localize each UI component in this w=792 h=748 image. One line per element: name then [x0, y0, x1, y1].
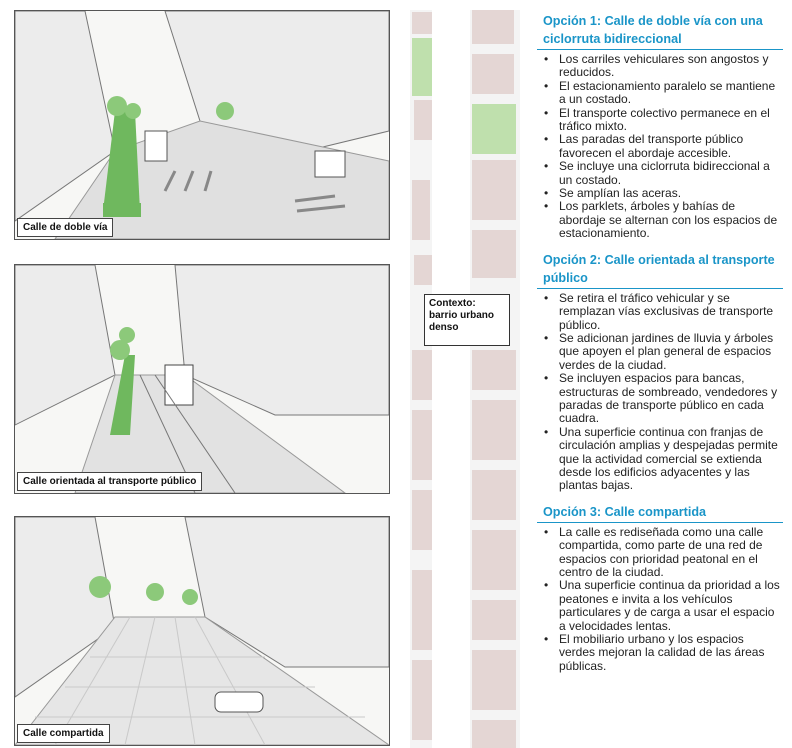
- list-item: • Una superficie continua con franjas de circulación amplias y despejadas permite que la actividad comercial se extienda desde los edificios adyacentes y las plantas bajas.: [537, 426, 783, 493]
- list-item: • La calle es rediseñada como una calle compartida, como parte de una red de espacios con prioridad peatonal en el centro de la ciudad.: [537, 526, 783, 580]
- list-item: • Se amplían las aceras.: [537, 187, 783, 200]
- list-item: • Se incluye una ciclorruta bidireccional a un costado.: [537, 160, 783, 187]
- illustration-caption: Calle de doble vía: [17, 218, 113, 237]
- option-3-section: [537, 503, 783, 673]
- list-item: • Los carriles vehiculares son angostos y reducidos.: [537, 53, 783, 80]
- street-drawing: [15, 11, 389, 239]
- illustration-two-way-street: [14, 10, 390, 240]
- list-item: • Se incluyen espacios para bancas, estructuras de sombreado, vendedores y paradas de transporte público en cada cuadra.: [537, 372, 783, 426]
- map-drawing: [410, 10, 520, 748]
- list-item: • Las paradas del transporte público favorecen el abordaje accesible.: [537, 133, 783, 160]
- section-title: Opción 3: Calle compartida: [537, 503, 783, 523]
- illustration-shared-street: [14, 516, 390, 746]
- list-item: • El transporte colectivo permanece en el tráfico mixto.: [537, 107, 783, 134]
- street-drawing: [15, 517, 389, 745]
- option-2-section: [537, 251, 783, 493]
- bullet-list: [537, 292, 783, 493]
- context-map: [410, 10, 520, 748]
- illustration-caption: Calle compartida: [17, 724, 110, 743]
- context-label-line: denso: [429, 322, 459, 333]
- bullet-list: [537, 53, 783, 241]
- context-label-line: Contexto:: [429, 298, 476, 309]
- context-label-line: barrio urbano: [429, 310, 495, 321]
- list-item: • El mobiliario urbano y los espacios verdes mejoran la calidad de las áreas públicas.: [537, 633, 783, 673]
- illustration-caption: Calle orientada al transporte público: [17, 472, 202, 491]
- list-item: • Se adicionan jardines de lluvia y árboles que apoyen el plan general de espacios verdes de la ciudad.: [537, 332, 783, 372]
- illustration-transit-street: [14, 264, 390, 494]
- list-item: • Los parklets, árboles y bahías de abordaje se alternan con los espacios de estacionamiento.: [537, 200, 783, 240]
- option-1-section: [537, 12, 783, 241]
- list-item: • El estacionamiento paralelo se mantiene a un costado.: [537, 80, 783, 107]
- section-title: Opción 2: Calle orientada al transporte público: [537, 251, 783, 289]
- bullet-list: [537, 526, 783, 673]
- street-drawing: [15, 265, 389, 493]
- options-text-column: [537, 12, 783, 683]
- section-title: Opción 1: Calle de doble vía con una ciclorruta bidireccional: [537, 12, 783, 50]
- context-label: [424, 294, 510, 346]
- list-item: • Se retira el tráfico vehicular y se remplazan vías exclusivas de transporte público.: [537, 292, 783, 332]
- list-item: • Una superficie continua da prioridad a los peatones e invita a los vehículos particulares y de carga a usar el espacio a velocidades lentas.: [537, 579, 783, 633]
